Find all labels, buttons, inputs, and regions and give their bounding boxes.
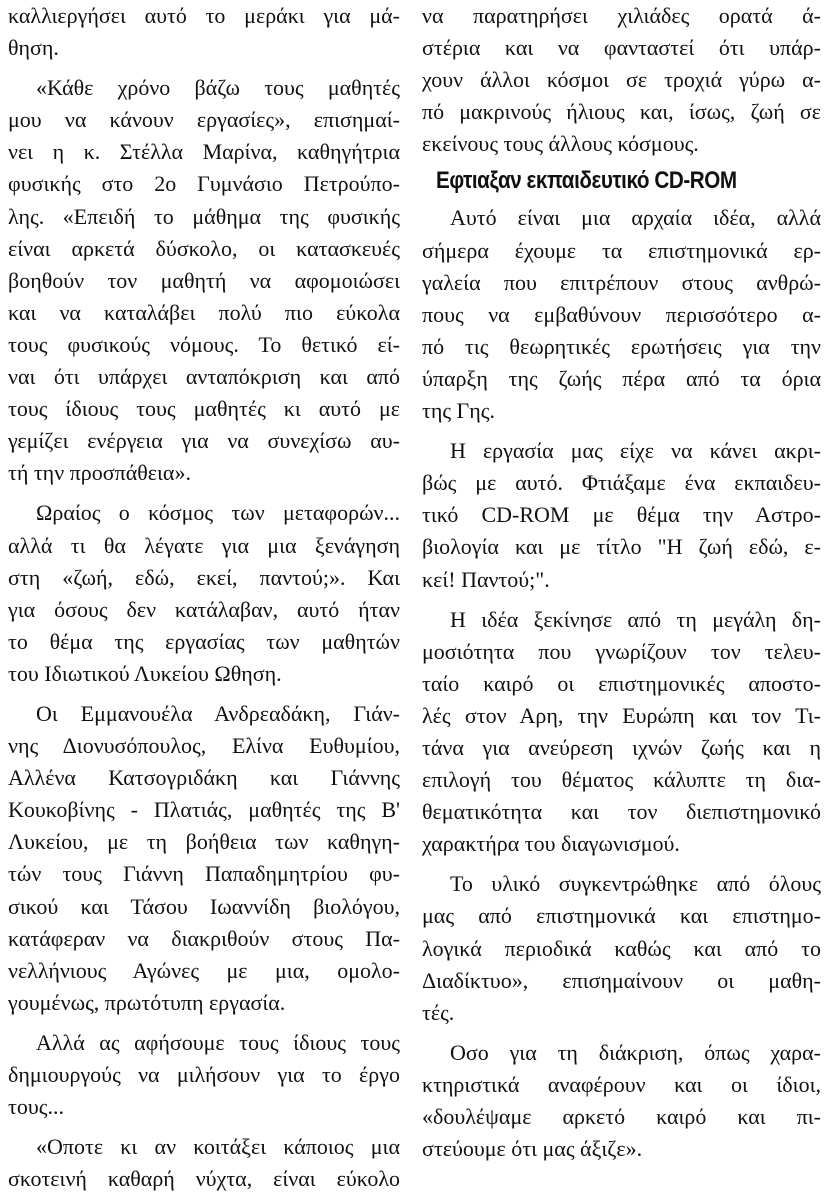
text-line: Το υλικό συγκεντρώθηκε από όλους — [450, 871, 821, 897]
left-column — [8, 0, 400, 1195]
text-line: Οι Εμμανουέλα Ανδρεαδάκη, Γιάν- — [36, 700, 400, 726]
text-line: φυσικής στο 2ο Γυμνάσιο Πετρούπο- — [8, 171, 400, 197]
text-line: σήμερα έχουμε τα επιστημονικά ερ- — [422, 237, 821, 263]
text-line: του Ιδιωτικού Λυκείου Ωθηση. — [8, 660, 282, 686]
text-line: Ωραίος ο κόσμος των μεταφορών... — [36, 500, 400, 526]
text-line: γουμένως, πρωτότυπη εργασία. — [8, 989, 286, 1015]
text-line: πό τις θεωρητικές ερωτήσεις για την — [422, 333, 821, 359]
text-line: είναι αρκετά δύσκολο, οι κατασκευές — [8, 235, 400, 261]
text-line: βοηθούν τον μαθητή να αφομοιώσει — [8, 267, 400, 293]
text-line: λές στον Αρη, την Ευρώπη και τον Τι- — [422, 702, 821, 728]
text-line: τους... — [8, 1094, 64, 1120]
text-line: αλλά τι θα λέγατε για μια ξενάγηση — [8, 532, 400, 558]
text-line: καλλιεργήσει αυτό το μεράκι για μά- — [8, 3, 400, 28]
text-line: επιλογή του θέματος κάλυπτε τη δια- — [422, 767, 821, 793]
text-line: σικού και Τάσου Ιωαννίδη βιολόγου, — [8, 893, 400, 919]
text-line: Κουκοβίνης - Πλατιάς, μαθητές της Β' — [8, 797, 400, 823]
text-line: λης. «Επειδή το μάθημα της φυσικής — [8, 203, 400, 229]
text-line: Αλλένα Κατσογριδάκη και Γιάννης — [8, 765, 400, 791]
text-line: Αυτό είναι μια αρχαία ιδέα, αλλά — [450, 205, 821, 231]
text-line: βιολογία και με τίτλο "Η ζωή εδώ, ε- — [422, 534, 821, 560]
text-line: για όσους δεν κατάλαβαν, αυτό ήταν — [8, 596, 400, 622]
section-headline: Εφτιαξαν εκπαιδευτικό CD-ROM — [436, 167, 737, 195]
text-line: κατάφεραν να διακριθούν στους Πα- — [8, 925, 400, 951]
text-line: λογικά περιοδικά καθώς και από το — [422, 935, 821, 961]
text-line: της Γης. — [422, 398, 495, 424]
text-line: τές. — [422, 999, 455, 1025]
text-line: τους φυσικούς νόμους. Το θετικό εί- — [8, 331, 400, 357]
text-line: τή την προσπάθεια». — [8, 460, 191, 486]
text-line: κεί! Παντού;". — [422, 566, 550, 592]
text-line: Η ιδέα ξεκίνησε από τη μεγάλη δη- — [450, 606, 821, 632]
text-line: γεμίζει ενέργεια για να συνεχίσω αυ- — [8, 428, 400, 454]
text-line: Διαδίκτυο», επισημαίνουν οι μαθη- — [422, 967, 821, 993]
text-line: θεματικότητα και τον διεπιστημονικό — [422, 799, 821, 825]
text-line: στεύουμε ότι μας άξιζε». — [422, 1136, 643, 1162]
text-line: «δουλέψαμε αρκετό καιρό και πι- — [422, 1104, 821, 1129]
text-line: μας από επιστημονικά και επιστημο- — [422, 903, 821, 929]
text-line: δημιουργούς να μιλήσουν για το έργο — [8, 1062, 400, 1087]
right-column — [422, 0, 821, 1165]
text-line: το θέμα της εργασίας των μαθητών — [8, 628, 400, 654]
text-line: τικό CD-ROM με θέμα την Αστρο- — [422, 502, 821, 528]
text-line: Οσο για τη διάκριση, όπως χαρα- — [450, 1039, 821, 1065]
text-line: νει η κ. Στέλλα Μαρίνα, καθηγήτρια — [8, 139, 400, 165]
text-line: τών τους Γιάννη Παπαδημητρίου φυ- — [8, 861, 400, 887]
text-line: ύπαρξη της ζωής πέρα από τα όρια — [422, 365, 821, 391]
text-line: μοσιότητα που γνωρίζουν τον τελευ- — [422, 638, 821, 664]
text-line: μου να κάνουν εργασίες», επισημαί- — [8, 107, 400, 133]
text-line: να παρατηρήσει χιλιάδες ορατά ά- — [422, 3, 821, 28]
text-line: σκοτεινή καθαρή νύχτα, είναι εύκολο — [8, 1166, 400, 1192]
text-line: νελλήνιους Αγώνες με μια, ομολο- — [8, 957, 400, 983]
text-line: τους ίδιους τους μαθητές κι αυτό με — [8, 396, 400, 422]
text-line: νης Διονυσόπουλος, Ελίνα Ευθυμίου, — [8, 733, 400, 759]
text-line: χαρακτήρα του διαγωνισμού. — [422, 831, 680, 857]
text-line: θηση. — [8, 35, 59, 61]
text-line: «Οποτε κι αν κοιτάξει κάποιος μια — [36, 1134, 400, 1160]
text-line: ναι ότι υπάρχει ανταπόκριση και από — [8, 364, 400, 390]
text-line: γαλεία που επιτρέπουν στους ανθρώ- — [422, 269, 821, 295]
text-line: «Κάθε χρόνο βάζω τους μαθητές — [36, 75, 400, 101]
text-line: πους να εμβαθύνουν περισσότερο α- — [422, 301, 821, 327]
text-line: εκείνους τους άλλους κόσμους. — [422, 131, 699, 157]
text-line: κτηριστικά αναφέρουν και οι ίδιοι, — [422, 1071, 821, 1097]
text-line: Λυκείου, με τη βοήθεια των καθηγη- — [8, 829, 400, 855]
text-line: ταίο καιρό οι επιστημονικές αποστο- — [422, 670, 821, 696]
text-line: Αλλά ας αφήσουμε τους ίδιους τους — [36, 1029, 400, 1055]
text-line: στέρια και να φανταστεί ότι υπάρ- — [422, 35, 821, 61]
text-line: στη «ζωή, εδώ, εκεί, παντού;». Και — [8, 564, 400, 590]
text-line: τάνα για ανεύρεση ιχνών ζωής και η — [422, 734, 821, 760]
text-line: Η εργασία μας είχε να κάνει ακρι- — [450, 438, 821, 464]
text-line: χουν άλλοι κόσμοι σε τροχιά γύρω α- — [422, 67, 821, 93]
text-line: βώς με αυτό. Φτιάξαμε ένα εκπαιδευ- — [422, 470, 821, 496]
text-line: και να καταλάβει πολύ πιο εύκολα — [8, 299, 400, 325]
text-line: πό μακρινούς ήλιους και, ίσως, ζωή σε — [422, 99, 821, 125]
